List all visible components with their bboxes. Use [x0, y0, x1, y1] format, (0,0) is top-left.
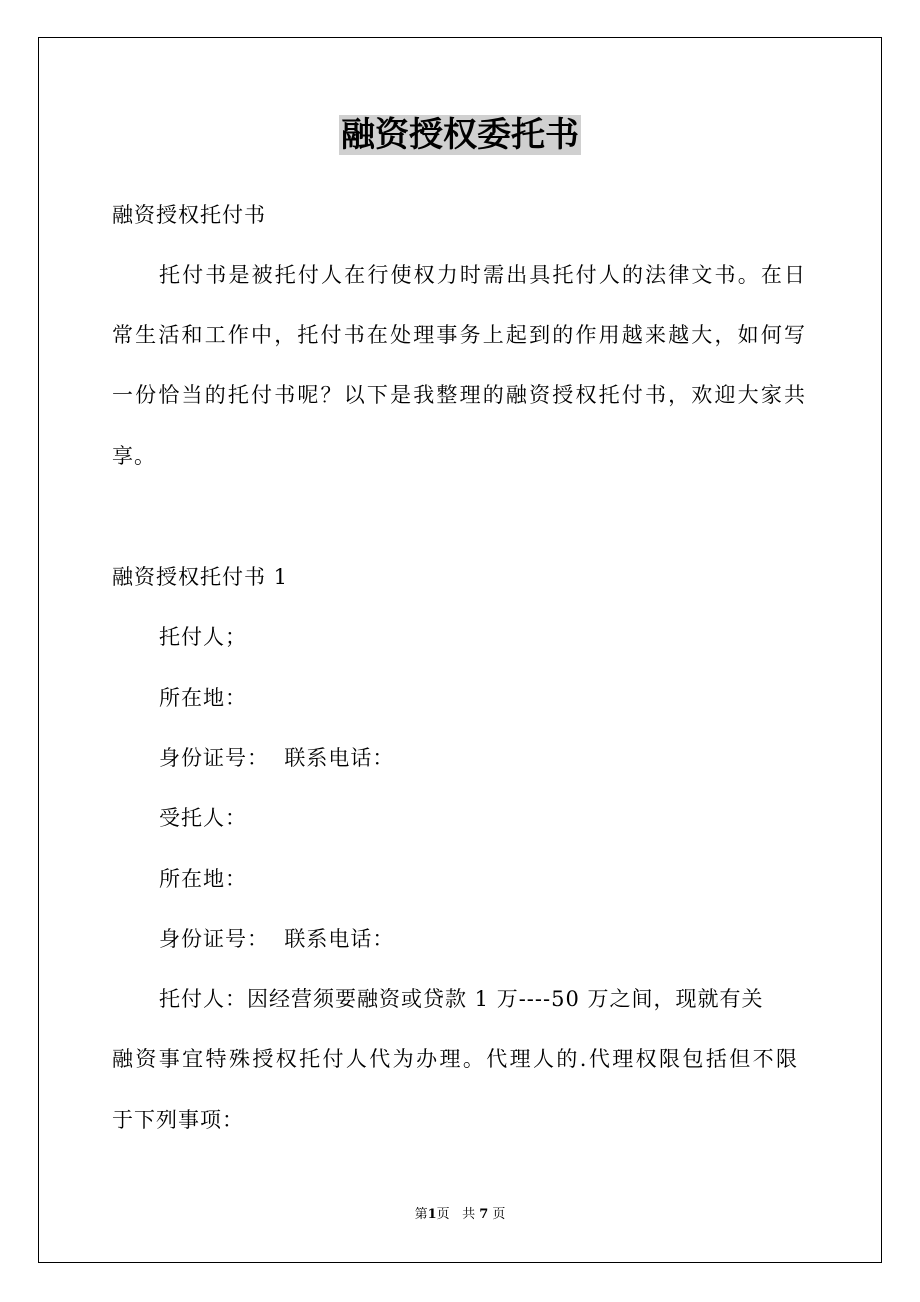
intro-line-1: 托付书是被托付人在行使权力时需出具托付人的法律文书。在日 — [159, 263, 806, 287]
intro-line-4: 享。 — [112, 444, 156, 468]
document-subtitle: 融资授权托付书 — [112, 203, 266, 227]
intro-line-2: 常生活和工作中，托付书在处理事务上起到的作用越来越大，如何写 — [112, 323, 806, 347]
footer-page-label: 页 — [436, 1207, 450, 1222]
footer-total-label: 页 — [492, 1207, 506, 1222]
footer-current-page: 1 — [427, 1207, 437, 1222]
body-line-1: 托付人：因经营须要融资或贷款 1 万----50 万之间，现就有关 — [159, 987, 764, 1011]
field-agent-id-phone: 身份证号： 联系电话： — [159, 927, 395, 951]
field-principal-id-phone: 身份证号： 联系电话： — [159, 746, 395, 770]
body-line-3: 于下列事项： — [112, 1108, 244, 1132]
field-agent-location: 所在地： — [159, 867, 247, 891]
field-principal-location: 所在地： — [159, 686, 247, 710]
footer-total-pages: 7 — [479, 1207, 489, 1222]
footer-prefix: 第 — [414, 1207, 428, 1222]
document-title-text: 融资授权委托书 — [341, 115, 579, 155]
body-line-2: 融资事宜特殊授权托付人代为办理。代理人的.代理权限包括但不限 — [112, 1047, 798, 1071]
footer-total-prefix: 共 — [462, 1207, 476, 1222]
field-agent: 受托人： — [159, 806, 247, 830]
page-footer — [0, 1206, 920, 1224]
intro-line-3: 一份恰当的托付书呢？以下是我整理的融资授权托付书，欢迎大家共 — [112, 383, 806, 407]
section-heading: 融资授权托付书 1 — [112, 565, 289, 589]
document-title — [0, 113, 920, 157]
field-principal: 托付人； — [159, 625, 247, 649]
